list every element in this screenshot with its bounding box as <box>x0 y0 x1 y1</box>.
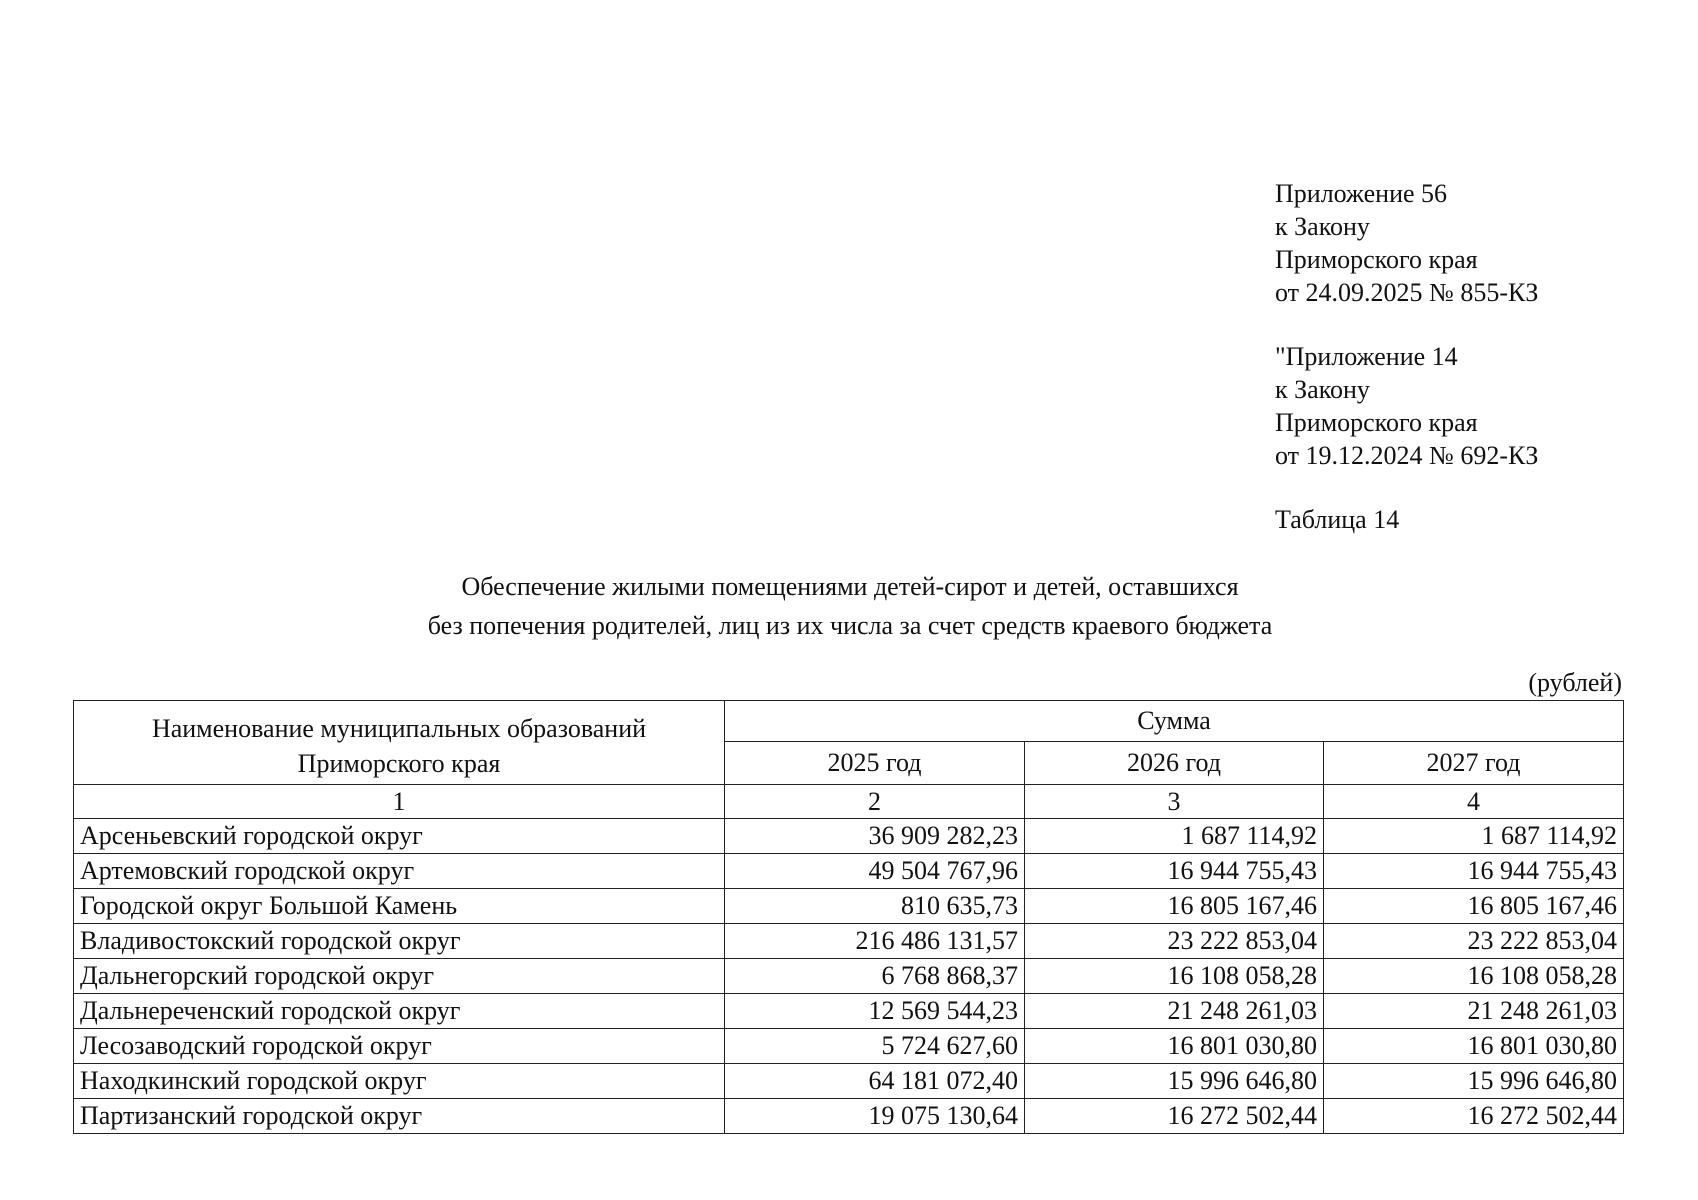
column-number-2: 2 <box>725 785 1025 819</box>
header-year-2027: 2027 год <box>1324 742 1624 785</box>
header-year-2025: 2025 год <box>725 742 1025 785</box>
column-number-row <box>74 785 1624 819</box>
municipality-name: Артемовский городской округ <box>74 854 725 889</box>
amount-2026: 16 805 167,46 <box>1025 889 1324 924</box>
amount-2027: 16 272 502,44 <box>1324 1099 1624 1134</box>
municipality-name: Городской округ Большой Камень <box>74 889 725 924</box>
document-title-line-2: без попечения родителей, лиц из их числа за счет средств краевого бюджета <box>427 611 1273 640</box>
appendix-56-date-number: от 24.09.2025 № 855-КЗ <box>1275 278 1539 307</box>
amount-2026: 1 687 114,92 <box>1025 819 1324 854</box>
header-year-2026: 2026 год <box>1025 742 1324 785</box>
amount-2027: 15 996 646,80 <box>1324 1064 1624 1099</box>
amount-2025: 810 635,73 <box>725 889 1025 924</box>
amount-2025: 49 504 767,96 <box>725 854 1025 889</box>
municipality-name: Арсеньевский городской округ <box>74 819 725 854</box>
document-title-line-1: Обеспечение жилыми помещениями детей-сирот и детей, оставшихся <box>461 572 1239 601</box>
amount-2026: 16 108 058,28 <box>1025 959 1324 994</box>
appendix-56-region: Приморского края <box>1275 245 1478 274</box>
amount-2027: 16 801 030,80 <box>1324 1029 1624 1064</box>
appendix-14-date-number: от 19.12.2024 № 692-КЗ <box>1275 441 1539 470</box>
amount-2026: 16 944 755,43 <box>1025 854 1324 889</box>
table-row <box>74 889 1624 924</box>
table-number: Таблица 14 <box>1275 505 1400 534</box>
amount-2026: 15 996 646,80 <box>1025 1064 1324 1099</box>
table-row <box>74 1029 1624 1064</box>
appendix-14-region: Приморского края <box>1275 408 1478 437</box>
table-row <box>74 1099 1624 1134</box>
header-sum: Сумма <box>725 701 1624 742</box>
amount-2025: 36 909 282,23 <box>725 819 1025 854</box>
amount-2026: 16 801 030,80 <box>1025 1029 1324 1064</box>
municipality-name: Партизанский городской округ <box>74 1099 725 1134</box>
amount-2025: 19 075 130,64 <box>725 1099 1025 1134</box>
amount-2025: 216 486 131,57 <box>725 924 1025 959</box>
document-title <box>73 567 1627 645</box>
column-number-1: 1 <box>74 785 725 819</box>
appendix-14-title: "Приложение 14 <box>1275 342 1458 371</box>
appendix-56-block <box>1275 177 1538 309</box>
amount-2027: 1 687 114,92 <box>1324 819 1624 854</box>
amount-2025: 5 724 627,60 <box>725 1029 1025 1064</box>
table-row <box>74 994 1624 1029</box>
amount-2026: 23 222 853,04 <box>1025 924 1324 959</box>
amount-2027: 16 108 058,28 <box>1324 959 1624 994</box>
amount-2027: 23 222 853,04 <box>1324 924 1624 959</box>
header-municipality-name: Наименование муниципальных образований Приморского края <box>74 701 725 785</box>
table-row <box>74 959 1624 994</box>
amount-2027: 16 805 167,46 <box>1324 889 1624 924</box>
municipality-name: Лесозаводский городской округ <box>74 1029 725 1064</box>
column-number-4: 4 <box>1324 785 1624 819</box>
municipality-name: Владивостокский городской округ <box>74 924 725 959</box>
municipality-name: Дальнереченский городской округ <box>74 994 725 1029</box>
units-label: (рублей) <box>1528 668 1622 697</box>
amount-2025: 64 181 072,40 <box>725 1064 1025 1099</box>
municipality-name: Находкинский городской округ <box>74 1064 725 1099</box>
funding-table <box>73 700 1624 1134</box>
municipality-name: Дальнегорский городской округ <box>74 959 725 994</box>
appendix-14-block <box>1275 340 1538 472</box>
amount-2025: 6 768 868,37 <box>725 959 1025 994</box>
amount-2026: 21 248 261,03 <box>1025 994 1324 1029</box>
table-row <box>74 819 1624 854</box>
amount-2027: 21 248 261,03 <box>1324 994 1624 1029</box>
column-number-3: 3 <box>1025 785 1324 819</box>
appendix-14-law-ref: к Закону <box>1275 375 1370 404</box>
amount-2025: 12 569 544,23 <box>725 994 1025 1029</box>
table-row <box>74 854 1624 889</box>
table-row <box>74 1064 1624 1099</box>
appendix-56-title: Приложение 56 <box>1275 179 1448 208</box>
amount-2026: 16 272 502,44 <box>1025 1099 1324 1134</box>
appendix-56-law-ref: к Закону <box>1275 212 1370 241</box>
table-row <box>74 924 1624 959</box>
amount-2027: 16 944 755,43 <box>1324 854 1624 889</box>
